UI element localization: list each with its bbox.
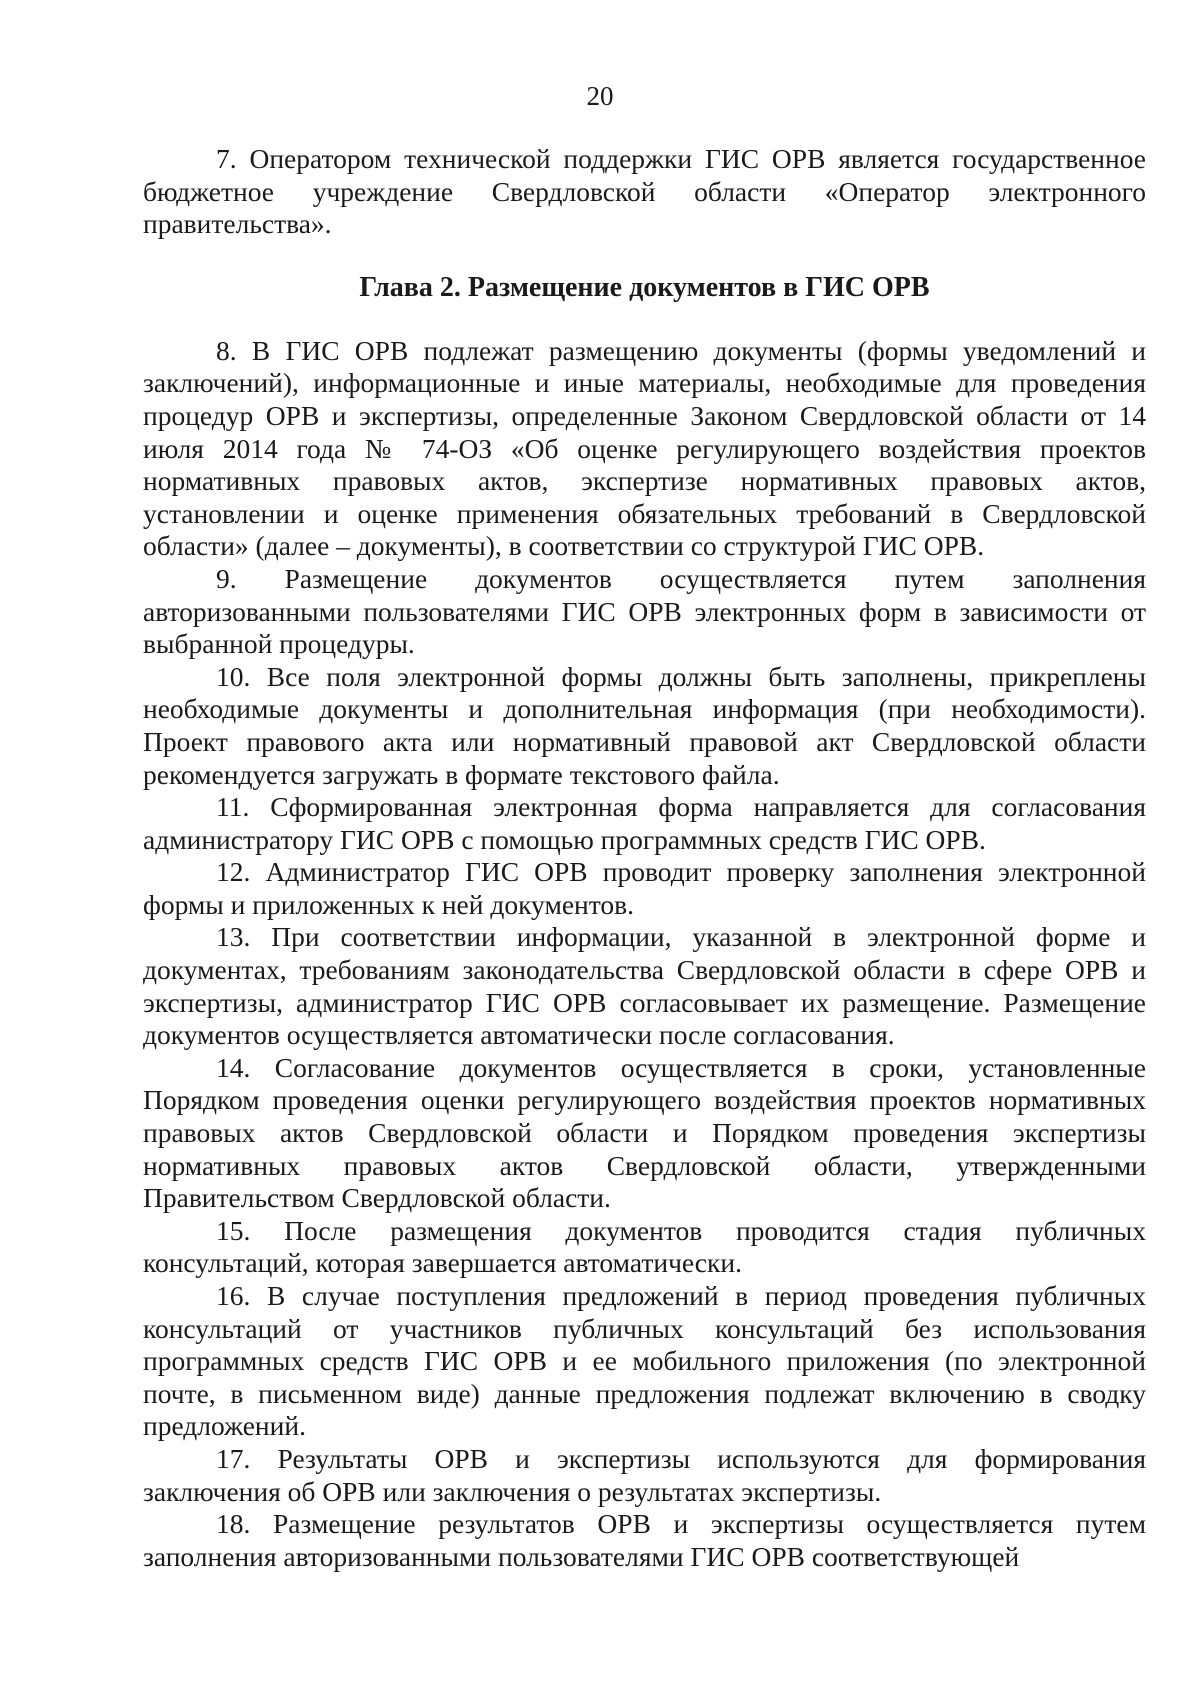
paragraph-15: 15. После размещения документов проводится стадия публичных консультаций, которая завершается автоматически. (143, 1214, 1146, 1279)
document-body (143, 143, 1146, 1573)
paragraph-14: 14. Согласование документов осуществляется в сроки, установленные Порядком проведения оценки регулирующего воздействия проектов нормативных правовых актов Свердловской области и Порядком проведения экспертизы нормативных правовых актов Свердловской области, утвержденными Правительством Свердловской области. (143, 1051, 1146, 1214)
paragraph-10: 10. Все поля электронной формы должны быть заполнены, прикреплены необходимые документы и дополнительная информация (при необходимости). Проект правового акта или нормативный правовой акт Свердловской области рекомендуется загружать в формате текстового файла. (143, 660, 1146, 790)
paragraph-13: 13. При соответствии информации, указанной в электронной форме и документах, требованиям законодательства Свердловской области в сфере ОРВ и экспертизы, администратор ГИС ОРВ согласовывает их размещение. Размещение документов осуществляется автоматически после согласования. (143, 921, 1146, 1051)
paragraph-7: 7. Оператором технической поддержки ГИС ОРВ является государственное бюджетное учреждение Свердловской области «Оператор электронного правительства». (143, 143, 1146, 240)
paragraph-17: 17. Результаты ОРВ и экспертизы используются для формирования заключения об ОРВ или заключения о результатах экспертизы. (143, 1442, 1146, 1507)
paragraph-8: 8. В ГИС ОРВ подлежат размещению документы (формы уведомлений и заключений), информационные и иные материалы, необходимые для проведения процедур ОРВ и экспертизы, определенные Законом Свердловской области от 14 июля 2014 года № 74-ОЗ «Об оценке регулирующего воздействия проектов нормативных правовых актов, экспертизе нормативных правовых актов, установлении и оценке применения обязательных требований в Свердловской области» (далее – документы), в соответствии со структурой ГИС ОРВ. (143, 334, 1146, 562)
paragraph-9: 9. Размещение документов осуществляется путем заполнения авторизованными пользователями ГИС ОРВ электронных форм в зависимости от выбранной процедуры. (143, 562, 1146, 660)
paragraph-12: 12. Администратор ГИС ОРВ проводит проверку заполнения электронной формы и приложенных к ней документов. (143, 856, 1146, 920)
page-number: 20 (586, 81, 614, 111)
paragraph-16: 16. В случае поступления предложений в период проведения публичных консультаций от участников публичных консультаций без использования программных средств ГИС ОРВ и ее мобильного приложения (по электронной почте, в письменном виде) данные предложения подлежат включению в сводку предложений. (143, 1280, 1146, 1442)
chapter-heading: Глава 2. Размещение документов в ГИС ОРВ (359, 271, 930, 303)
paragraph-11: 11. Сформированная электронная форма направляется для согласования администратору ГИС ОРВ с помощью программных средств ГИС ОРВ. (143, 791, 1146, 855)
paragraph-18: 18. Размещение результатов ОРВ и экспертизы осуществляется путем заполнения авторизованными пользователями ГИС ОРВ соответствующей (143, 1508, 1146, 1572)
